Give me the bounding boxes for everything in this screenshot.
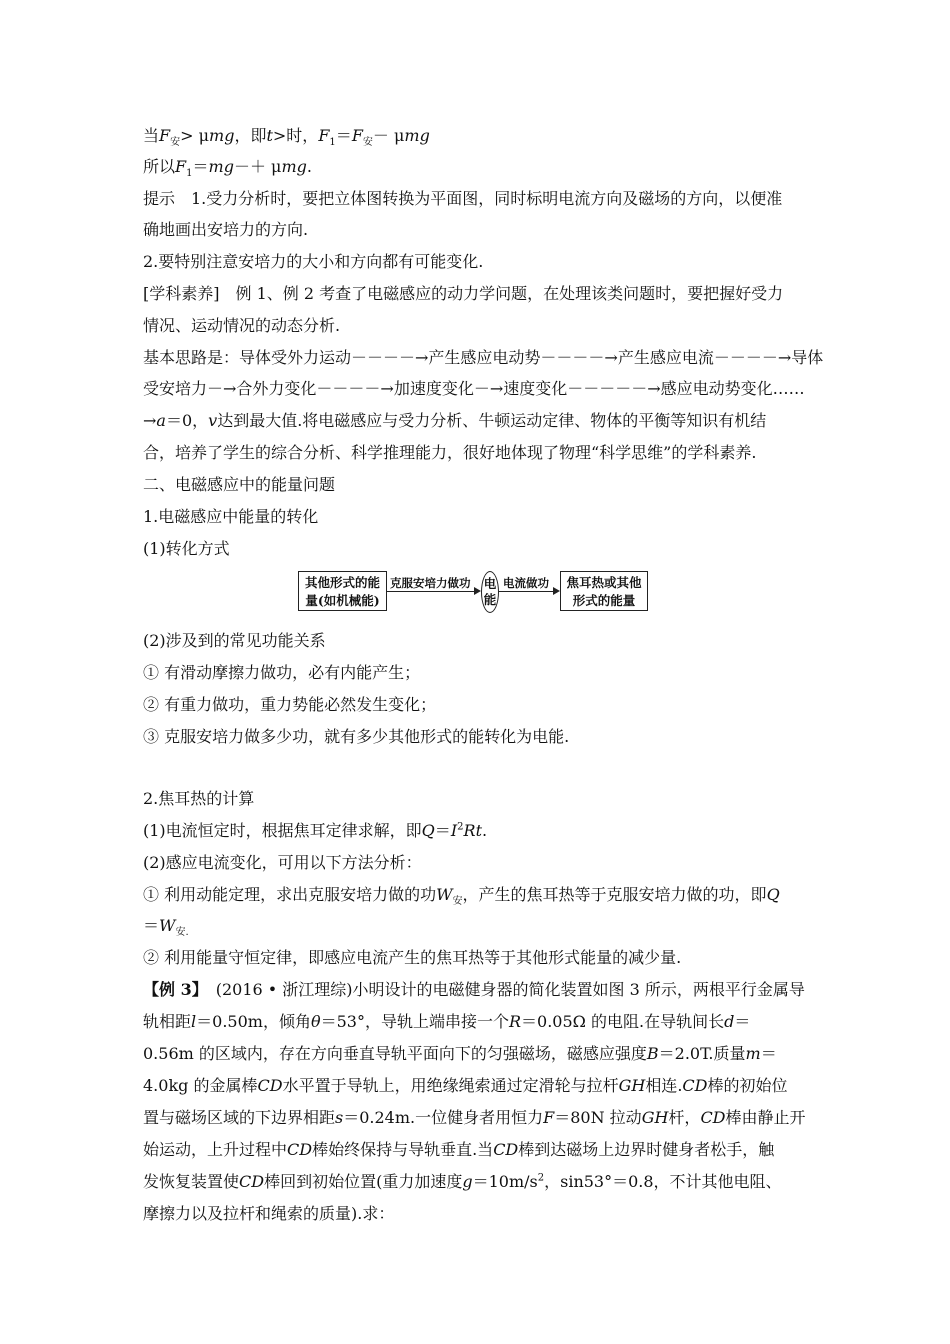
text-line-6: [学科素养] 例 1、例 2 考查了电磁感应的动力学问题，在处理该类问题时，要把握好受力 <box>143 284 784 303</box>
var-CD: CD <box>287 1140 313 1159</box>
var-a: a <box>156 411 166 430</box>
var-F: F <box>159 126 171 145</box>
subscript: 安 <box>452 896 463 908</box>
text-line-14: (1)转化方式 <box>143 539 230 558</box>
text-line-1 <box>143 126 820 149</box>
box-label: 形式的能量 <box>572 593 636 608</box>
text-line-20 <box>143 821 820 841</box>
var-W: W <box>159 916 176 935</box>
section-heading: 二、电磁感应中的能量问题 <box>143 475 336 494</box>
text-line-18: ③ 克服安培力做多少功，就有多少其他形式的能转化为电能. <box>143 727 570 746</box>
text-line-27 <box>143 1044 820 1064</box>
text: ＝0.24m.一位健身者用恒力 <box>343 1108 544 1127</box>
text: 杆， <box>668 1108 701 1127</box>
var-F: F <box>175 157 187 176</box>
var-mg: mg <box>209 126 235 145</box>
box-label: 量(如机械能) <box>305 593 380 608</box>
text: ＝ <box>192 157 209 176</box>
text-line-7: 情况、运动情况的动态分析. <box>143 316 341 335</box>
var-F: F <box>351 126 363 145</box>
subscript: 安 <box>170 137 181 149</box>
text: 棒始终保持与导轨垂直.当 <box>312 1140 494 1159</box>
text: ＝ <box>760 1044 777 1063</box>
text-line-9: 受安培力－→合外力变化－－－－→加速度变化－→速度变化－－－－－→感应电动势变化…… <box>143 379 805 398</box>
text: ＝ <box>335 126 352 145</box>
text: >时， <box>272 126 319 145</box>
text-line-31 <box>143 1172 820 1192</box>
energy-conversion-diagram <box>298 571 650 615</box>
arrowhead-icon <box>553 587 560 595</box>
text-line-17: ② 有重力做功，重力势能必然发生变化； <box>143 695 437 714</box>
var-d: d <box>724 1012 735 1031</box>
text: ＝ <box>143 916 160 935</box>
subsection-heading-2: 2.焦耳热的计算 <box>143 789 255 808</box>
text: 始运动，上升过程中 <box>143 1140 288 1159</box>
var-mg: mg <box>208 157 234 176</box>
text-line-3: 提示 1.受力分析时，要把立体图转换为平面图，同时标明电流方向及磁场的方向，以便准 <box>143 189 783 208</box>
text: 置与磁场区域的下边界相距 <box>143 1108 336 1127</box>
text: ＝ <box>434 821 451 840</box>
subscript: 安 <box>362 137 373 149</box>
text: 相连. <box>645 1076 683 1095</box>
text: 水平置于导轨上，用绝缘绳索通过定滑轮与拉杆 <box>282 1076 619 1095</box>
var-R: R <box>508 1012 522 1031</box>
var-CD: CD <box>700 1108 726 1127</box>
text-line-28 <box>143 1076 820 1096</box>
text: ，产生的焦耳热等于克服安培力做的功，即 <box>462 885 767 904</box>
node-label: 能 <box>483 592 497 607</box>
text: ，即 <box>234 126 267 145</box>
text: 发恢复装置使 <box>143 1172 240 1191</box>
var-CD: CD <box>257 1076 283 1095</box>
text: ＝2.0T.质量 <box>658 1044 746 1063</box>
text: (2016 • 浙江理综)小明设计的电磁健身器的简化装置如图 3 所示，两根平行金属导 <box>199 980 805 999</box>
text-line-23 <box>143 916 820 939</box>
diagram-box-mechanical-energy <box>298 571 387 611</box>
text-line-10 <box>143 411 820 431</box>
var-l: l <box>191 1012 197 1031</box>
text: 轨相距 <box>143 1012 192 1031</box>
diagram-electric-energy-node <box>481 571 499 613</box>
text: ＝53°，导轨上端串接一个 <box>320 1012 509 1031</box>
text: ＝ <box>734 1012 751 1031</box>
var-CD: CD <box>493 1140 519 1159</box>
text-line-21: (2)感应电流变化，可用以下方法分析： <box>143 853 422 872</box>
text-line-2 <box>143 157 820 180</box>
subscript: 1 <box>186 168 193 180</box>
var-Q: Q <box>766 885 780 904</box>
text: ＝0.05Ω 的电阻.在导轨间长 <box>521 1012 725 1031</box>
var-W: W <box>436 885 453 904</box>
var-F: F <box>318 126 330 145</box>
text-line-22 <box>143 885 820 908</box>
arrowhead-icon <box>474 587 481 595</box>
text: ① 利用动能定理，求出克服安培力做的功 <box>143 885 437 904</box>
subscript: 安. <box>175 927 189 939</box>
var-Q: Q <box>421 821 435 840</box>
arrow-text: → <box>143 411 157 430</box>
var-GH: GH <box>618 1076 646 1095</box>
text-line-11: 合，培养了学生的综合分析、科学推理能力，很好地体现了物理“科学思维”的学科素养. <box>143 443 757 462</box>
var-v: v <box>208 411 218 430</box>
text: ＝10m/s <box>472 1172 538 1191</box>
text: . <box>306 157 312 176</box>
subsection-heading-1: 1.电磁感应中能量的转化 <box>143 507 319 526</box>
text: －＋ μ <box>233 157 282 176</box>
text: > μ <box>180 126 210 145</box>
text-line-29 <box>143 1108 820 1128</box>
node-label: 电 <box>483 576 497 591</box>
text: 棒由静止开 <box>725 1108 806 1127</box>
text-line-30 <box>143 1140 820 1160</box>
diagram-box-joule-heat <box>560 571 648 611</box>
text: 4.0kg 的金属棒 <box>143 1076 258 1095</box>
var-I: I <box>450 821 458 840</box>
text: ＝80N 拉动 <box>554 1108 642 1127</box>
example-3-header <box>143 980 820 1000</box>
text: 所以 <box>143 157 176 176</box>
var-GH: GH <box>641 1108 669 1127</box>
var-t: t <box>266 126 273 145</box>
example-tag: 【例 3】 <box>143 980 200 999</box>
text: ＝0， <box>165 411 209 430</box>
superscript: 2 <box>537 1172 545 1184</box>
var-mg: mg <box>281 157 307 176</box>
arrow-line <box>387 591 474 592</box>
var-mg: mg <box>404 126 430 145</box>
text-line-5: 2.要特别注意安培力的大小和方向都有可能变化. <box>143 252 484 271</box>
arrow-label: 克服安培力做功 <box>390 576 471 590</box>
text: － μ <box>372 126 405 145</box>
box-label: 焦耳热或其他 <box>566 575 642 590</box>
var-m: m <box>745 1044 761 1063</box>
var-CD: CD <box>682 1076 708 1095</box>
text-line-15: (2)涉及到的常见功能关系 <box>143 631 326 650</box>
text-line-4: 确地画出安培力的方向. <box>143 220 309 239</box>
text: 0.56m 的区域内，存在方向垂直导轨平面向下的匀强磁场，磁感应强度 <box>143 1044 647 1063</box>
var-g: g <box>462 1172 473 1191</box>
text-line-24: ② 利用能量守恒定律，即感应电流产生的焦耳热等于其他形式能量的减少量. <box>143 948 682 967</box>
text-line-26 <box>143 1012 820 1032</box>
text: (1)电流恒定时，根据焦耳定律求解，即 <box>143 821 422 840</box>
var-F: F <box>543 1108 555 1127</box>
subscript: 1 <box>329 137 336 149</box>
superscript: 2 <box>457 821 464 833</box>
text: 当 <box>143 126 160 145</box>
var-B: B <box>646 1044 659 1063</box>
var-CD: CD <box>239 1172 265 1191</box>
arrow-line <box>499 591 553 592</box>
box-label: 其他形式的能 <box>304 575 380 590</box>
text: 棒回到初始位置(重力加速度 <box>264 1172 463 1191</box>
text: ＝0.50m，倾角 <box>196 1012 311 1031</box>
text: 棒的初始位 <box>707 1076 788 1095</box>
text-line-8: 基本思路是：导体受外力运动－－－－→产生感应电动势－－－－→产生感应电流－－－－→导体 <box>143 348 824 367</box>
text: . <box>482 821 488 840</box>
text-line-16: ① 有滑动摩擦力做功，必有内能产生； <box>143 663 421 682</box>
text: 棒到达磁场上边界时健身者松手，触 <box>518 1140 775 1159</box>
text: 达到最大值.将电磁感应与受力分析、牛顿运动定律、物体的平衡等知识有机结 <box>217 411 767 430</box>
var-theta: θ <box>310 1012 321 1031</box>
var-s: s <box>335 1108 344 1127</box>
var-Rt: Rt <box>463 821 482 840</box>
text: ，sin53°＝0.8，不计其他电阻、 <box>544 1172 782 1191</box>
text-line-32: 摩擦力以及拉杆和绳索的质量).求： <box>143 1204 395 1223</box>
arrow-label: 电流做功 <box>503 576 549 590</box>
